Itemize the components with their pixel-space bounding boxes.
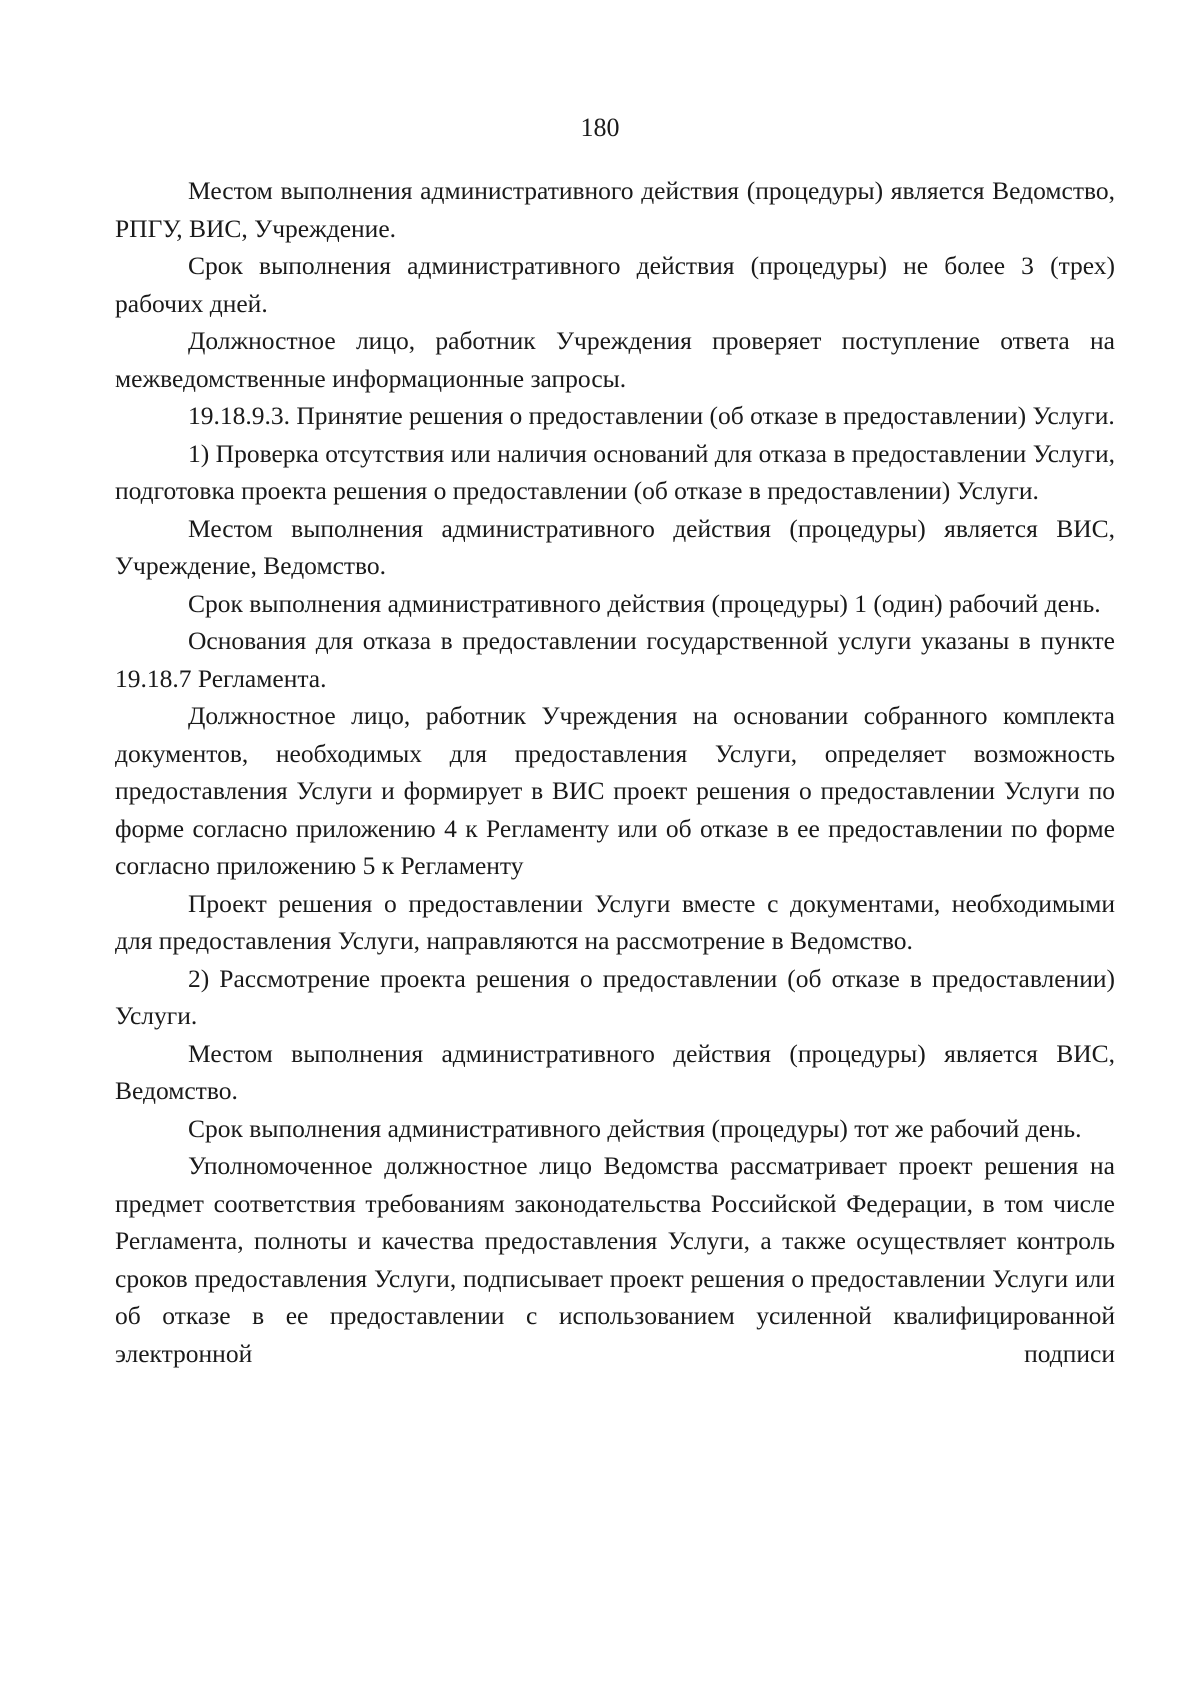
paragraph: 19.18.9.3. Принятие решения о предоставлении (об отказе в предоставлении) Услуги. — [188, 401, 1115, 430]
paragraph: Срок выполнения административного действия (процедуры) тот же рабочий день. — [188, 1113, 1082, 1143]
paragraph: Срок выполнения административного действия (процедуры) 1 (один) рабочий день. — [188, 588, 1101, 618]
paragraph: Местом выполнения административного действия (процедуры) является ВИС, Ведомство. — [115, 1038, 1115, 1105]
page-number: 180 — [580, 113, 620, 142]
paragraph: Проект решения о предоставлении Услуги вместе с документами, необходимыми для предоставления Услуги, направляются на рассмотрение в Ведомство. — [115, 888, 1115, 955]
paragraph: 1) Проверка отсутствия или наличия оснований для отказа в предоставлении Услуги, подготовка проекта решения о предоставлении (об отказе в предоставлении) Услуги. — [115, 438, 1115, 505]
paragraph: Срок выполнения административного действия (процедуры) не более 3 (трех) рабочих дней. — [115, 251, 1115, 318]
paragraph: 2) Рассмотрение проекта решения о предоставлении (об отказе в предоставлении) Услуги. — [115, 963, 1115, 1030]
paragraph: Местом выполнения административного действия (процедуры) является Ведомство, РПГУ, ВИС, Учреждение. — [115, 176, 1115, 243]
document-body — [115, 172, 1115, 1372]
paragraph: Местом выполнения административного действия (процедуры) является ВИС, Учреждение, Ведомство. — [115, 513, 1115, 580]
paragraph: Уполномоченное должностное лицо Ведомства рассматривает проект решения на предмет соответствия требованиям законодательства Российской Федерации, в том числе Регламента, полноты и качества предоставления Услуги, а также осуществляет контроль сроков предоставления Услуги, подписывает проект решения о предоставлении Услуги или об отказе в ее предоставлении с использованием усиленной квалифицированной электронной подписи — [115, 1151, 1115, 1368]
paragraph: Основания для отказа в предоставлении государственной услуги указаны в пункте 19.18.7 Регламента. — [115, 626, 1115, 693]
paragraph: Должностное лицо, работник Учреждения проверяет поступление ответа на межведомственные информационные запросы. — [115, 326, 1115, 393]
paragraph: Должностное лицо, работник Учреждения на основании собранного комплекта документов, необходимых для предоставления Услуги, определяет возможность предоставления Услуги и формирует в ВИС проект решения о предоставлении Услуги по форме согласно приложению 4 к Регламенту или об отказе в ее предоставлении по форме согласно приложению 5 к Регламенту — [115, 701, 1115, 880]
